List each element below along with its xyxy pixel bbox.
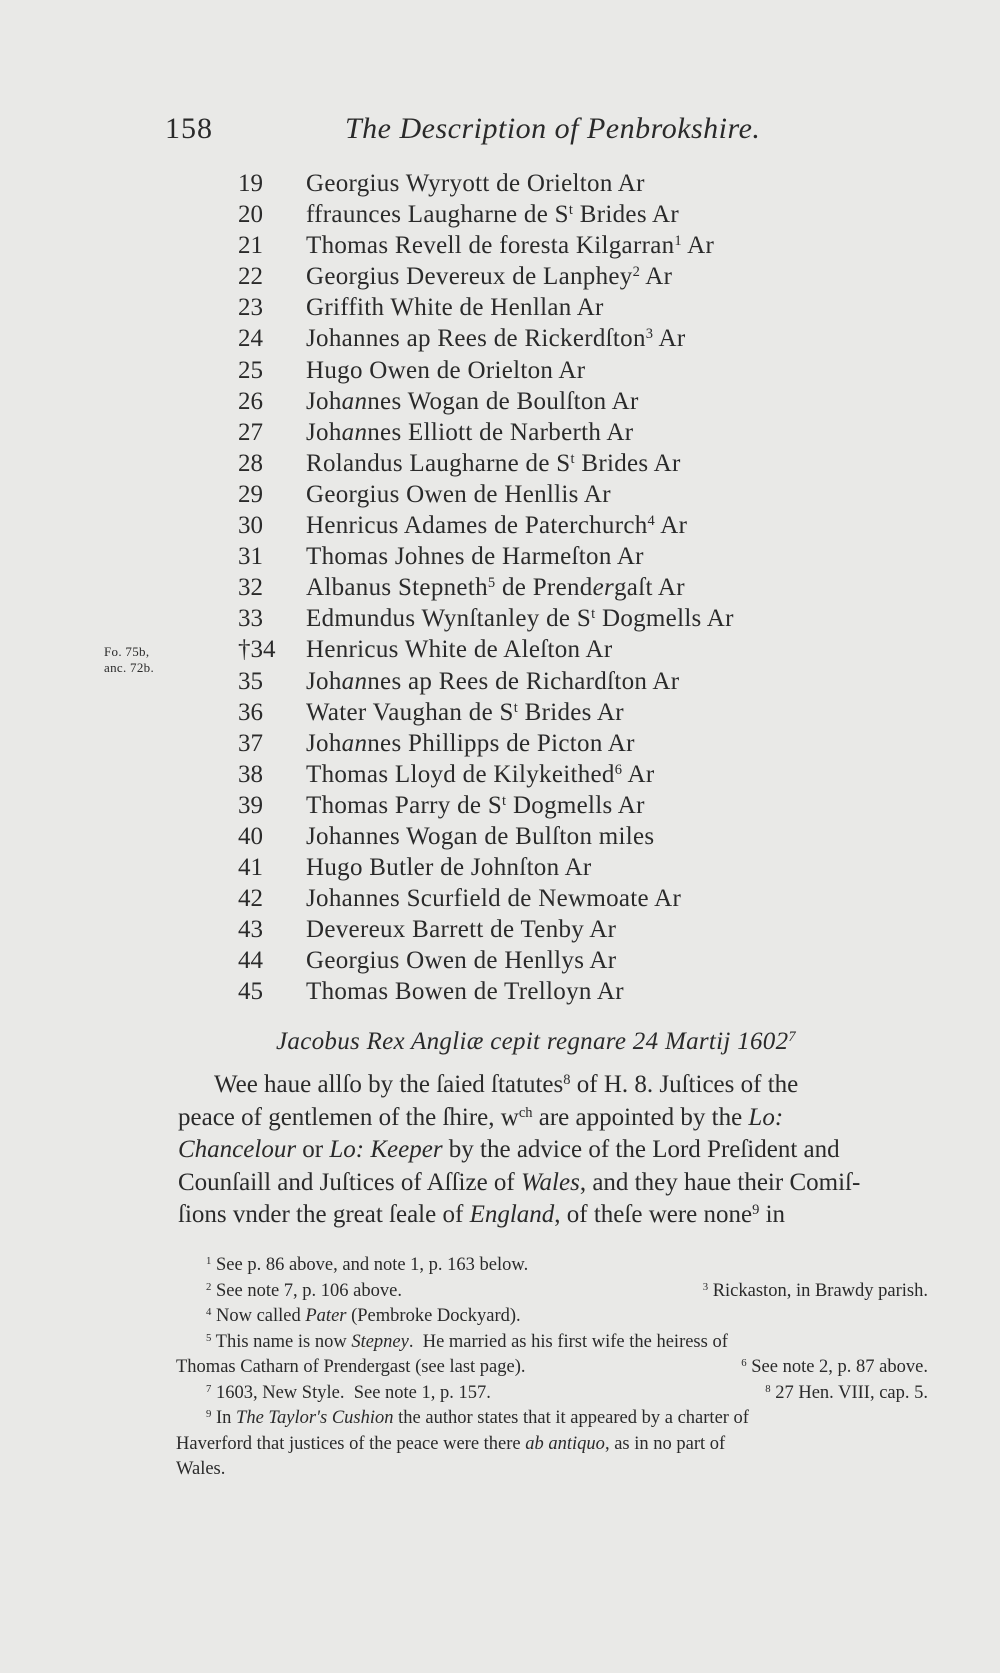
body-line: Wee haue allſo by the ſaied ſtatutes$^8$ of H. 8. Juſtices of the [214,1071,799,1098]
footnote-line [176,1304,928,1330]
margin-note-line: anc. 72b. [104,660,154,675]
footnote-text: Wales. [176,1459,226,1479]
list-item-name: Hugo Owen de Orielton Ar [306,356,586,384]
list-item-number: 44 [238,947,263,975]
list-item-name: Georgius Wyryott de Orielton Ar [306,170,645,197]
list-item-name: Georgius Owen de Henllys Ar [306,947,617,975]
list-item [0,728,1000,759]
list-item-number: 25 [238,356,263,384]
list-item-number: 37 [238,729,263,757]
list-item-name: Johannes ap Rees de Richardſton Ar [306,667,680,695]
list-item-number: 23 [238,294,263,322]
footnote-line [176,1432,928,1458]
list-item-name: Thomas Lloyd de Kilykeithed$^6$ Ar [306,760,655,788]
footnote-line [176,1406,928,1432]
list-item-name: Henricus Adames de Paterchurch$^4$ Ar [306,512,688,540]
body-paragraph [178,1069,928,1232]
list-item-number: 19 [238,170,263,197]
list-item [0,790,1000,821]
list-item-name: Albanus Stepneth$^5$ de Prendergaſt Ar [306,574,685,602]
list-item-name: Georgius Devereux de Lanphey$^2$ Ar [306,263,673,291]
list-item-name: Johannes Wogan de Boulſton Ar [306,387,639,415]
list-item-number: 27 [238,418,263,446]
list-item-number: 43 [238,916,263,944]
list-item-name: Henricus White de Aleſton Ar [306,636,613,664]
list-item-name: Johannes Wogan de Bulſton miles [306,822,655,850]
body-line: Counſaill and Juſtices of Aſſize of Wales, and they haue their Comiſ- [178,1168,861,1196]
list-item [0,355,1000,386]
list-item [0,697,1000,728]
footnote-text: $^3$ Rickaston, in Brawdy parish. [702,1280,928,1301]
list-item [0,510,1000,541]
list-item-name: Edmundus Wynſtanley de $S^t$ Dogmells Ar [306,605,734,633]
section-heading: Jacobus Rex Angliæ cepit regnare 24 Martij 1602$^7$ [276,1028,796,1055]
list-item [0,976,1000,1007]
list-item-name: Thomas Revell de foresta Kilgarran$^1$ Ar [306,232,715,260]
list-item-number: 39 [238,791,263,819]
list-item [0,199,1000,230]
list-item [0,821,1000,852]
body-line: peace of gentlemen of the ſhire, $w^{ch}$ are appointed by the Lo: [178,1103,784,1131]
list-item-name: Rolandus Laugharne de $S^t$ Brides Ar [306,449,681,477]
list-item [0,448,1000,479]
list-item-name: Thomas Johnes de Harmeſton Ar [306,543,644,571]
list-item-name: Water Vaughan de $S^t$ Brides Ar [306,698,624,726]
list-item-name: Johannes Elliott de Narberth Ar [306,418,634,446]
list-item [0,168,1000,199]
footnote-text: $^2$ See note 7, p. 106 above. [206,1280,402,1301]
list-item-name: Devereux Barrett de Tenby Ar [306,916,617,944]
list-item-number: 35 [238,667,263,695]
footnote-text: $^7$ 1603, New Style. See note 1, p. 157. [206,1382,491,1403]
list-item-number: 21 [238,232,263,260]
list-item-name: Georgius Owen de Henllis Ar [306,480,611,508]
footnote-line [176,1330,928,1356]
list-item [0,914,1000,945]
list-item-name: Thomas Bowen de Trelloyn Ar [306,978,624,1006]
list-item [0,292,1000,323]
list-item-number: 33 [238,605,263,633]
list-item-name: ffraunces Laugharne de $S^t$ Brides Ar [306,201,680,229]
list-item-name: Johannes Scurfield de Newmoate Ar [306,885,682,913]
footnote-line [176,1457,928,1483]
footnote-line [176,1253,928,1279]
running-title: The Description of Penbrokshire. [345,112,761,145]
list-item [0,572,1000,603]
footnote-text: Haverford that justices of the peace were there ab antiquo, as in no part of [176,1433,726,1454]
page-number: 158 [165,112,213,145]
list-item-number: 32 [238,574,263,602]
list-item-name: Hugo Butler de Johnſton Ar [306,854,592,882]
list-item-number: 38 [238,760,263,788]
list-item [0,230,1000,261]
list-item-number: †34 [238,636,276,664]
list-item [0,323,1000,354]
list-item-number: 20 [238,201,263,229]
list-item [0,852,1000,883]
footnote-line [176,1355,928,1381]
list-item [0,666,1000,697]
footnote-line [176,1381,928,1407]
list-item-number: 42 [238,885,263,913]
list-item-number: 29 [238,480,263,508]
list-item-number: 24 [238,325,263,353]
list-item [0,945,1000,976]
list-item-number: 28 [238,449,263,477]
list-item-name: Johannes Phillipps de Picton Ar [306,729,635,757]
list-item-number: 26 [238,387,263,415]
list-item [0,261,1000,292]
list-item-number: 22 [238,263,263,291]
footnote-text: $^9$ In The Taylor's Cushion the author states that it appeared by a charter of [206,1408,749,1428]
footnote-text: $^4$ Now called Pater (Pembroke Dockyard). [206,1306,521,1326]
list-item-name: Thomas Parry de $S^t$ Dogmells Ar [306,791,645,819]
list-item [0,634,1000,665]
list-item [0,386,1000,417]
footnote-line [176,1279,928,1305]
list-item [0,883,1000,914]
footnote-text: Thomas Catharn of Prendergast (see last page). [176,1357,526,1377]
footnote-text: $^8$ 27 Hen. VIII, cap. 5. [765,1382,928,1403]
footnotes [176,1253,928,1483]
list-item-name: Johannes ap Rees de Rickerdſton$^3$ Ar [306,325,686,353]
list-item [0,603,1000,634]
list-item-number: 31 [238,543,263,571]
list-item-name: Griffith White de Henllan Ar [306,294,604,322]
list-item-number: 30 [238,512,263,540]
footnote-text: $^6$ See note 2, p. 87 above. [741,1357,928,1377]
body-line: Chancelour or Lo: Keeper by the advice of the Lord Preſident and [178,1136,840,1163]
margin-note-line: Fo. 75b, [104,644,150,659]
list-item [0,417,1000,448]
list-item [0,759,1000,790]
list-item [0,541,1000,572]
body-line: ſions vnder the great ſeale of England, of theſe were none$^9$ in [178,1201,786,1228]
list-item [0,479,1000,510]
list-item-number: 41 [238,854,263,882]
list-item-number: 45 [238,978,263,1006]
list-item-number: 36 [238,698,263,726]
footnote-text: $^1$ See p. 86 above, and note 1, p. 163 below. [206,1255,529,1275]
footnote-text: $^5$ This name is now Stepney. He married as his first wife the heiress of [206,1331,728,1352]
justices-list [0,168,1000,1008]
list-item-number: 40 [238,822,263,850]
